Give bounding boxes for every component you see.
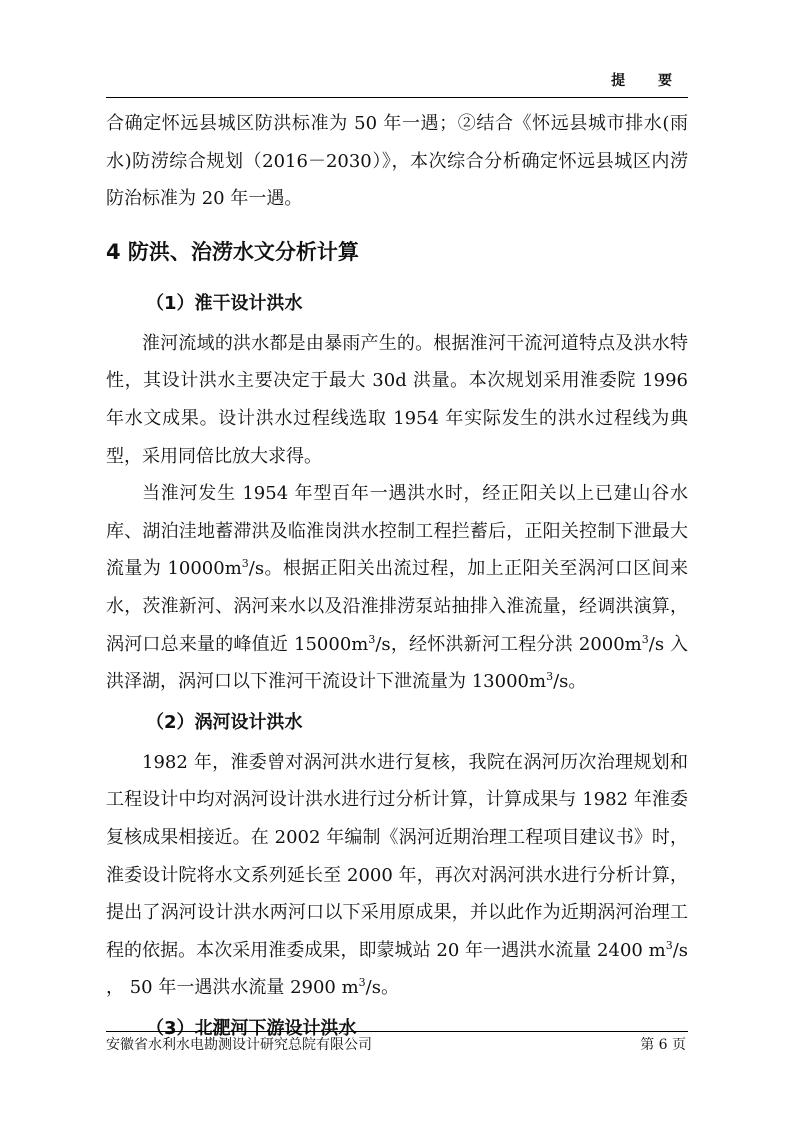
superscript: 3	[368, 632, 376, 646]
text-run: 当淮河发生 1954 年型百年一遇洪水时，经正阳关以上已建山谷水库、湖泊洼地蓄滞洪及临淮岗洪水控制工程拦蓄后，正阳关控制下泄最大流量为 10000m	[106, 483, 688, 580]
superscript: 3	[665, 938, 673, 952]
text-run: 1982 年，淮委曾对涡河洪水进行复核，我院在涡河历次治理规划和工程设计中均对涡河设计洪水进行过分析计算，计算成果与 1982 年淮委复核成果相接近。在 2002 年编制《涡河近期治理工程项目建议书》时，淮委设计院将水文系列延长至 2000 年，再次对涡河洪水进行分析计算，提出了涡河设计洪水两河口以下采用原成果，并以此作为近期涡河治理工程的依据。本次采用淮委成果，即蒙城站 20 年一遇洪水流量 2400 m	[106, 751, 688, 961]
superscript: 3	[546, 670, 554, 684]
subsection-1-title: （1）淮干设计洪水	[146, 292, 303, 314]
intro-paragraph: 合确定怀远县城区防洪标准为 50 年一遇；②结合《怀远县城市排水(雨水)防涝综合规划（2016－2030）》，本次综合分析确定怀远县城区内涝防治标准为 20 年一遇。	[106, 113, 688, 210]
text-run: /s。	[365, 977, 399, 999]
text-run: /s 入洪泽湖，涡河口以下淮河干流设计下泄流量为 13000m	[106, 633, 688, 693]
subsection-3-title: （3）北淝河下游设计洪水	[146, 1017, 357, 1039]
text-run: /s。根据正阳关出流过程，加上正阳关至涡河口区间来水，茨淮新河、涡河来水以及沿淮排涝泵站抽排入淮流量，经调洪演算，涡河口总来量的峰值近 15000m	[106, 558, 688, 655]
header-rule	[106, 97, 688, 98]
subsection-2-title: （2）涡河设计洪水	[146, 711, 303, 733]
section-4-title: 4 防洪、治涝水文分析计算	[106, 239, 359, 264]
text-run: /s。	[553, 671, 587, 693]
header-label: 提 要	[611, 73, 686, 89]
footer-organization: 安徽省水利水电勘测设计研究总院有限公司	[106, 1037, 372, 1053]
superscript: 3	[241, 557, 249, 571]
sub2-paragraph	[106, 744, 688, 1007]
superscript: 3	[358, 976, 366, 990]
footer-page-number: 第 6 页	[640, 1037, 686, 1053]
footer-rule	[106, 1031, 688, 1032]
sub1-paragraph-1: 淮河流域的洪水都是由暴雨产生的。根据淮河干流河道特点及洪水特性，其设计洪水主要决定于最大 30d 洪量。本次规划采用淮委院 1996 年水文成果。设计洪水过程线选取 1954 年实际发生的洪水过程线为典型，采用同倍比放大求得。	[106, 332, 688, 467]
sub1-paragraph-2	[106, 475, 688, 701]
page-content	[106, 105, 688, 1050]
text-run: /s ， 50 年一遇洪水流量 2900 m	[106, 939, 688, 999]
text-run: /s，经怀洪新河工程分洪 2000m	[375, 633, 642, 655]
superscript: 3	[641, 632, 649, 646]
